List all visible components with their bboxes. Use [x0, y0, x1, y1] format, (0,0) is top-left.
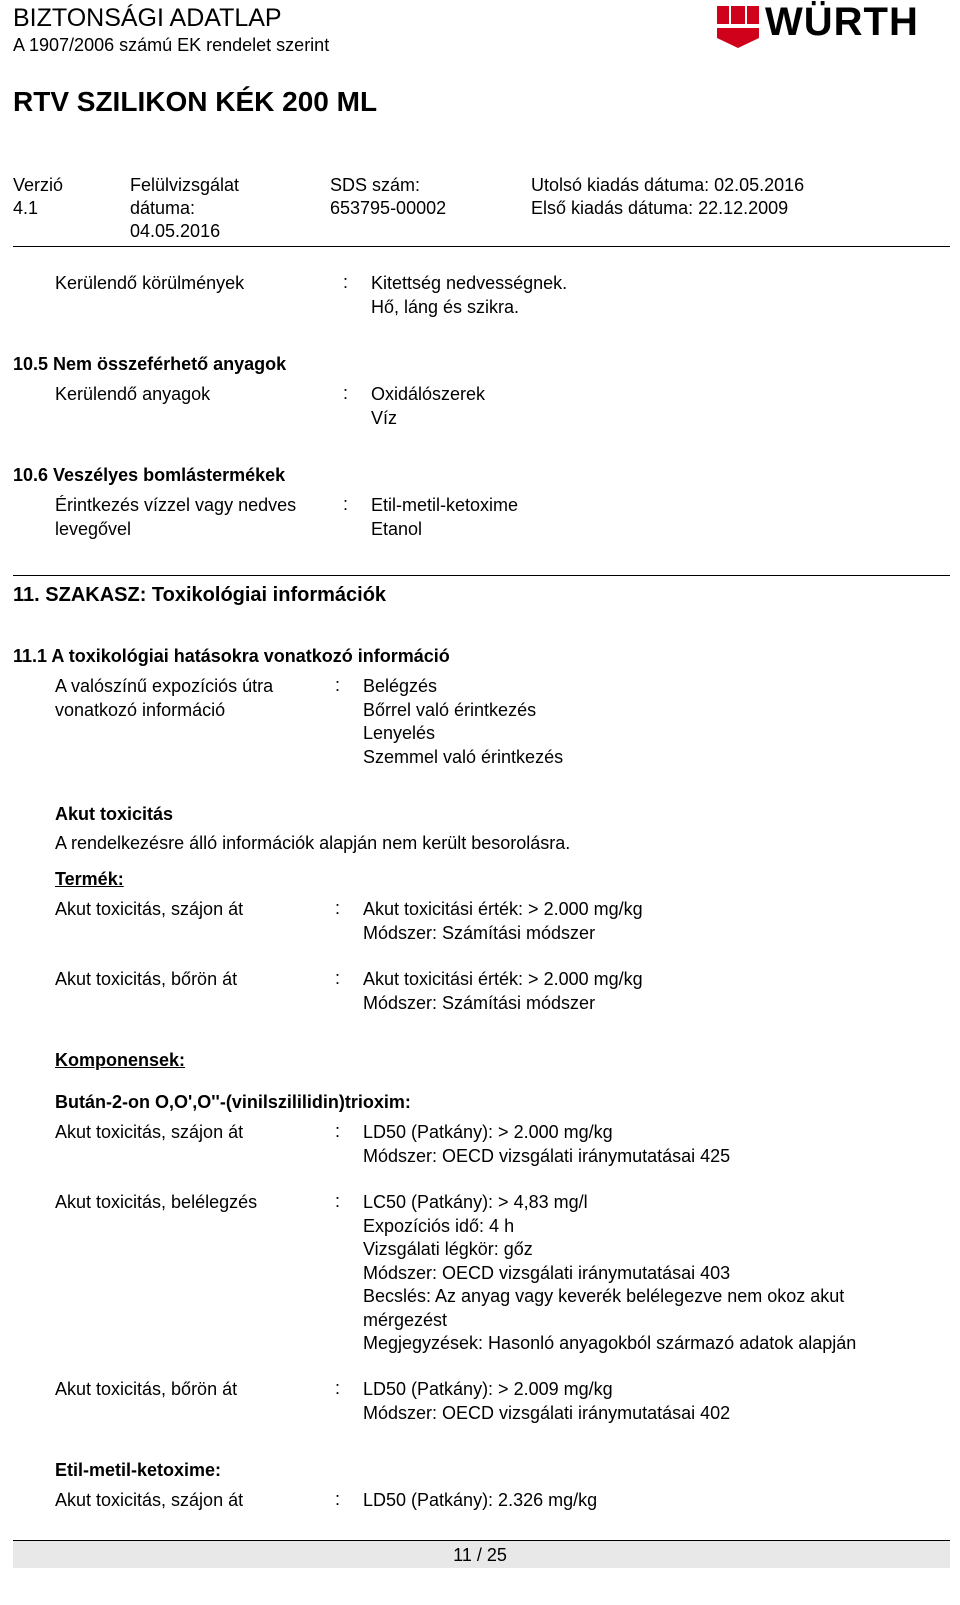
component-2-title: Etil-metil-ketoxime: [55, 1460, 222, 1480]
label-line: A valószínű expozíciós útra [55, 676, 274, 696]
version-label: Verzió [13, 175, 64, 195]
label-line: levegővel [55, 518, 132, 539]
value-line: Megjegyzések: Hasonló anyagokból származó adatok alapján [363, 1333, 857, 1353]
header-divider [13, 246, 950, 247]
wurth-logo-icon [715, 2, 761, 50]
last-issue-date: Utolsó kiadás dátuma: 02.05.2016 [531, 175, 805, 195]
value-line: Szemmel való érintkezés [363, 746, 564, 767]
exposure-routes-values [363, 675, 563, 769]
colon: : [343, 272, 349, 292]
revision-value: 04.05.2016 [130, 221, 221, 241]
acute-toxicity-note: A rendelkezésre álló információk alapján nem került besorolásra. [55, 833, 571, 853]
comp1-dermal-values [363, 1378, 730, 1425]
avoid-conditions-values [371, 272, 567, 319]
section-10-6-heading: 10.6 Veszélyes bomlástermékek [13, 465, 286, 485]
value-line: LD50 (Patkány): > 2.000 mg/kg [363, 1122, 613, 1142]
revision-block [130, 174, 239, 243]
colon: : [343, 494, 349, 514]
value-line: Lenyelés [363, 723, 436, 743]
value-line: LC50 (Patkány): > 4,83 mg/l [363, 1192, 588, 1212]
incompatible-materials-values [371, 383, 485, 430]
document-type: BIZTONSÁGI ADATLAP [13, 4, 282, 32]
decomposition-values [371, 494, 518, 541]
revision-label: Felülvizsgálat [130, 175, 240, 195]
value-line: Hő, láng és szikra. [371, 296, 520, 317]
value-line: Expozíciós idő: 4 h [363, 1215, 515, 1236]
colon: : [335, 1121, 341, 1141]
value-line: Akut toxicitási érték: > 2.000 mg/kg [363, 899, 643, 919]
value-line: Etil-metil-ketoxime [371, 495, 519, 515]
value-line: Bőrrel való érintkezés [363, 699, 537, 720]
value-line: Módszer: Számítási módszer [363, 922, 596, 943]
value-line: LD50 (Patkány): > 2.009 mg/kg [363, 1379, 613, 1399]
colon: : [335, 898, 341, 918]
value-line: Etanol [371, 518, 423, 539]
regulation: A 1907/2006 számú EK rendelet szerint [13, 35, 330, 55]
value-line: mérgezést [363, 1309, 448, 1330]
version-value: 4.1 [13, 198, 39, 218]
sds-block [330, 174, 446, 220]
sds-value: 653795-00002 [330, 198, 447, 218]
avoid-conditions-label: Kerülendő körülmények [55, 273, 245, 293]
section-11-heading: 11. SZAKASZ: Toxikológiai információk [13, 584, 387, 606]
wurth-logo [715, 2, 935, 50]
colon: : [335, 1489, 341, 1509]
section-10-5-heading: 10.5 Nem összeférhető anyagok [13, 354, 287, 374]
value-line: Kitettség nedvességnek. [371, 273, 568, 293]
colon: : [335, 968, 341, 988]
component-1-title: Bután-2-on O,O',O''-(vinilszililidin)trioxim: [55, 1092, 411, 1112]
comp2-oral-label: Akut toxicitás, szájon át [55, 1490, 244, 1510]
version-block [13, 174, 63, 220]
value-line: Vizsgálati légkör: gőz [363, 1239, 533, 1259]
colon: : [335, 1191, 341, 1211]
comp1-inhalation-values [363, 1191, 856, 1356]
comp1-oral-values [363, 1121, 730, 1168]
value-line: Módszer: OECD vizsgálati iránymutatásai 402 [363, 1402, 731, 1423]
decomposition-label [55, 494, 296, 541]
value-line: Módszer: Számítási módszer [363, 992, 596, 1013]
comp1-inhalation-label: Akut toxicitás, belélegzés [55, 1192, 258, 1212]
acute-toxicity-title: Akut toxicitás [55, 804, 174, 824]
sds-label: SDS szám: [330, 175, 421, 195]
product-dermal-label: Akut toxicitás, bőrön át [55, 969, 238, 989]
product-oral-label: Akut toxicitás, szájon át [55, 899, 244, 919]
product-name: RTV SZILIKON KÉK 200 ML [13, 86, 378, 117]
comp1-oral-label: Akut toxicitás, szájon át [55, 1122, 244, 1142]
product-subheading: Termék: [55, 869, 124, 889]
page-number: 11 / 25 [453, 1545, 507, 1565]
value-line: Becslés: Az anyag vagy keverék belélegezve nem okoz akut [363, 1286, 845, 1306]
label-line: Érintkezés vízzel vagy nedves [55, 495, 297, 515]
issue-block [531, 174, 804, 220]
first-issue-date: Első kiadás dátuma: 22.12.2009 [531, 198, 789, 218]
incompatible-materials-label: Kerülendő anyagok [55, 384, 211, 404]
components-subheading: Komponensek: [55, 1050, 186, 1070]
colon: : [343, 383, 349, 403]
colon: : [335, 1378, 341, 1398]
value-line: Módszer: OECD vizsgálati iránymutatásai 425 [363, 1145, 731, 1166]
comp2-oral-values [363, 1489, 597, 1513]
comp1-dermal-label: Akut toxicitás, bőrön át [55, 1379, 238, 1399]
value-line: LD50 (Patkány): 2.326 mg/kg [363, 1490, 598, 1510]
section-11-1-heading: 11.1 A toxikológiai hatásokra vonatkozó információ [13, 646, 450, 666]
brand-name: WÜRTH [765, 0, 919, 44]
value-line: Akut toxicitási érték: > 2.000 mg/kg [363, 969, 643, 989]
revision-label-2: dátuma: [130, 198, 196, 218]
value-line: Víz [371, 407, 398, 428]
exposure-routes-label [55, 675, 273, 722]
colon: : [335, 675, 341, 695]
product-oral-values [363, 898, 643, 945]
value-line: Belégzés [363, 676, 438, 696]
section-11-divider [13, 575, 950, 576]
value-line: Módszer: OECD vizsgálati iránymutatásai 403 [363, 1262, 731, 1283]
label-line: vonatkozó információ [55, 699, 226, 720]
value-line: Oxidálószerek [371, 384, 486, 404]
product-dermal-values [363, 968, 643, 1015]
